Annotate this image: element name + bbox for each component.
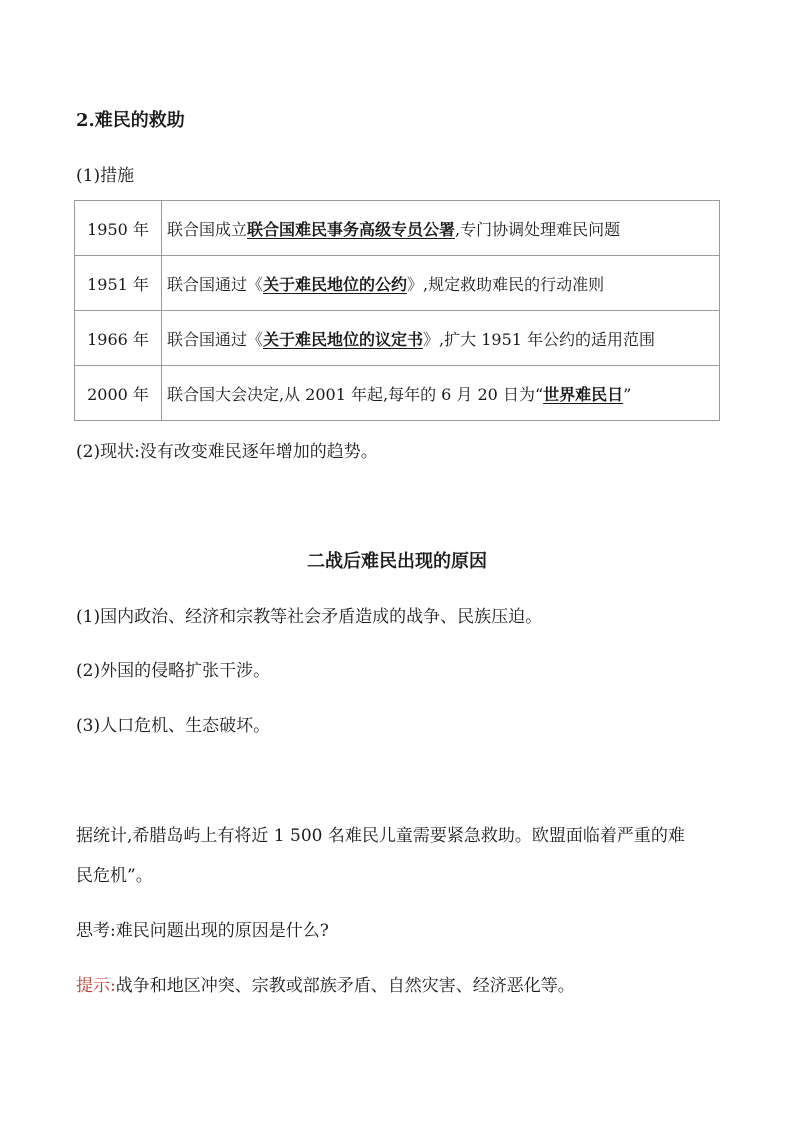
- description-text: ,专门协调处理难民问题: [455, 219, 621, 239]
- cause-item: (1)国内政治、经济和宗教等社会矛盾造成的战争、民族压迫。: [76, 607, 543, 627]
- question-text: 思考:难民问题出现的原因是什么?: [76, 921, 329, 941]
- year-cell: 1950 年: [75, 201, 162, 256]
- status-text: (2)现状:没有改变难民逐年增加的趋势。: [76, 442, 378, 462]
- key-term: 世界难民日: [543, 384, 624, 404]
- description-cell: [162, 256, 720, 311]
- year-cell: 2000 年: [75, 366, 162, 421]
- case-text-line: 据统计,希腊岛屿上有将近 1 500 名难民儿童需要紧急救助。欧盟面临着严重的难: [76, 826, 685, 846]
- table-row: [75, 366, 720, 421]
- table-row: [75, 256, 720, 311]
- description-cell: [162, 201, 720, 256]
- description-text: ”: [623, 384, 632, 404]
- section-heading: 2.难民的救助: [76, 110, 185, 131]
- hint-label: 提示:: [76, 976, 116, 996]
- key-term: 关于难民地位的议定书: [263, 329, 424, 349]
- key-term: 关于难民地位的公约: [263, 274, 408, 294]
- description-text: 》,扩大 1951 年公约的适用范围: [423, 329, 656, 349]
- case-text-line: 民危机”。: [76, 866, 153, 886]
- description-cell: [162, 366, 720, 421]
- table-row: [75, 201, 720, 256]
- description-text: 联合国大会决定,从 2001 年起,每年的 6 月 20 日为“: [167, 384, 544, 404]
- description-text: 联合国通过《: [167, 329, 264, 349]
- causes-title: 二战后难民出现的原因: [307, 551, 487, 572]
- description-text: 联合国通过《: [167, 274, 264, 294]
- hint-text: 战争和地区冲突、宗教或部族矛盾、自然灾害、经济恶化等。: [115, 976, 575, 996]
- description-text: 联合国成立: [167, 219, 248, 239]
- cause-item: (2)外国的侵略扩张干涉。: [76, 661, 271, 681]
- measures-table: [74, 200, 720, 421]
- key-term: 联合国难民事务高级专员公署: [247, 219, 456, 239]
- cause-item: (3)人口危机、生态破坏。: [76, 716, 271, 736]
- year-cell: 1966 年: [75, 311, 162, 366]
- description-text: 》,规定救助难民的行动准则: [407, 274, 605, 294]
- measures-label: (1)措施: [76, 166, 135, 186]
- description-cell: [162, 311, 720, 366]
- table-row: [75, 311, 720, 366]
- year-cell: 1951 年: [75, 256, 162, 311]
- hint-line: [76, 971, 575, 996]
